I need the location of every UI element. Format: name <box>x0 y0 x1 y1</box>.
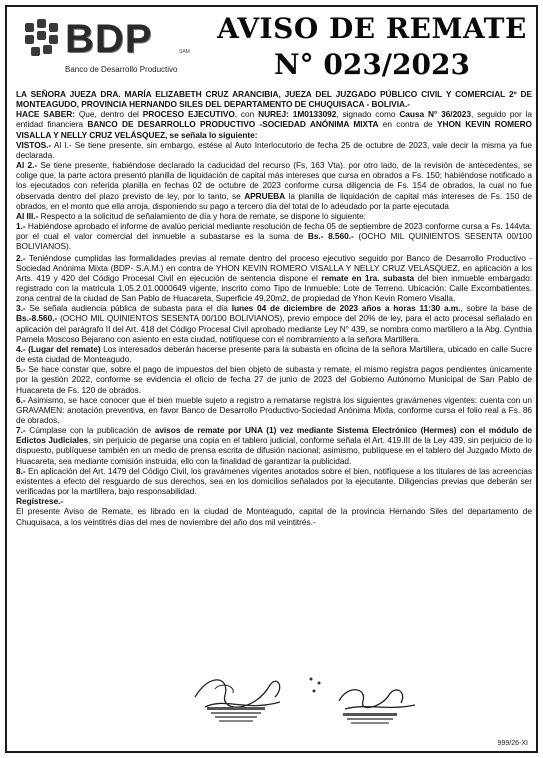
paragraph-registrese: Regístrese.- <box>16 496 64 507</box>
title-line-2: N° 023/2023 <box>274 48 470 81</box>
paragraph-3: 3.- Se señala audiencia pública de subasta para el día lunes 04 de diciembre de 2023 años a horas 11:30 a.m., sobre la base de Bs.-8.560.- (OCHO MIL QUINIENTOS SESENTA 00/100 BOLIVIANOS), previo empoce del 20% de ley, para el acto procesal señalado en aplicación del parágrafo II del Art. 418 del Código Procesal Civil aprobado mediante Ley N° 439, se nombra como martillero a la Abg. Cynthia Pamela Moscoso Bejarano con asiento en esta ciudad, notifíquese con el nombramiento a la señora Martillera. <box>16 303 532 344</box>
paragraph-2: 2.- Teniéndose cumplidas las formalidades previas al remate dentro del proceso ejecutivo seguido por Banco de Desarrollo Productivo - Sociedad Anónima Mixta (BDP- S.A.M.) en contra de YHON KEVIN ROMERO VISALLA Y NELLY CRUZ VELÁSQUEZ, en aplicación a los Arts. 419 y 420 del Código Procesal Civil en ejecución de sentencia dispone el remate en 1ra. subasta del bien inmueble embargado: registrado con la matricula 1.05.2.01.0000649 vigente, inscrito como Tipo de Inmueble: Lote de Terreno. Ubicación: Calle Excombatientes. zona central de la ciudad de San Pablo de Huacareta, Superficie 49,20m2, de propiedad de Yhon Kevin Romero Visalla. <box>16 252 533 304</box>
paragraph-al-3: Al III.- Respecto a la solicitud de señalamiento de día y hora de remate, se dispone lo siguiente: <box>16 210 366 221</box>
title-line-1: AVISO DE REMATE <box>217 12 527 45</box>
paragraph-intro: LA SEÑORA JUEZA DRA. MARÍA ELIZABETH CRUZ ARANCIBIA, JUEZA DEL JUZGADO PÚBLICO CIVIL Y COMERCIAL 2º DE MONTEAGUDO, PROVINCIA HERNANDO SILES DEL DEPARTAMENTO DE CHUQUISACA - BOLIVIA.- <box>16 89 532 110</box>
paragraph-7: 7.- Cúmplase con la publicación de avisos de remate por UNA (1) vez mediante Sistema Electrónico (Hermes) con el módulo de Edictos Judiciales, sin perjuicio de pegarse una copia en el tablero judicial, conforme señala el Art. 419.III de la Ley 439, sin perjuicio de lo dispuesto, publíquese también en un medio de prensa escrita de difusión nacional; asimismo, publíquese en el tablero del Juzgado Mixto de Huacareta, sea mediante comisión instruida, ello con la finalidad de garantizar la publicidad. <box>16 425 533 466</box>
paragraph-vistos: VISTOS.- Al I.- Se tiene presente, sin embargo, estése al Auto Interlocutorio de fecha 25 de octubre de 2023, vale decir la misma ya fue declarada. <box>16 139 532 160</box>
paragraph-5: 5.- Se hace constar que, sobre el pago de impuestos del bien objeto de subasta y remate, el mismo registra pagos pendientes únicamente por la gestión 2022, conforme se evidencia el oficio de fecha 27 de junio de 2023 del Gobierno Autónomo Municipal de San Pablo de Huacareta de Fs. 120 de obrados. <box>16 364 532 395</box>
publication-code: 999/26-XI <box>497 740 528 747</box>
paragraph-closing: El presente Aviso de Remate, es librado en la ciudad de Monteagudo, capital de la provincia Hernando Siles del departamento de Chuquisaca, a los veintitrés días del mes de noviembre del año dos mil veintitrés.- <box>16 506 532 527</box>
paragraph-4: 4.- (Lugar del remate) Los interesados deberán hacerse presente para la subasta en oficina de la señora Martillera, ubicado en calle Sucre de esta ciudad de Monteagudo. <box>16 343 532 365</box>
notice-title <box>212 11 532 83</box>
bdp-emblem-icon <box>23 15 63 63</box>
notice-page <box>5 5 538 753</box>
paragraph-1: 1.- Habiéndose aprobado el informe de avalúo pericial mediante resolución de fecha 05 de septiembre de 2023 conforme cursa a Fs. 144vta. por el cual el valor comercial del inmueble a subastarse es la suma de Bs.- 8.560.- (OCHO MIL QUINIENTOS SESENTA 00/100 BOLIVIANOS). <box>16 221 532 252</box>
secretary-signature-stamp <box>327 677 427 733</box>
notice-body <box>16 89 532 527</box>
header <box>7 7 536 89</box>
paragraph-hace-saber: HACE SABER: Que, dentro del PROCESO EJECUTIVO, con NUREJ: 1M0133092, signado como Causa N° 36/2023, seguido por la entidad financiera BANCO DE DESARROLLO PRODUCTIVO -SOCIEDAD ANÓNIMA MIXTA en contra de YHON KEVIN ROMERO VISALLA Y NELLY CRUZ VELÁSQUEZ, se señala lo siguiente: <box>16 109 533 140</box>
paragraph-8: 8.- En aplicación del Art. 1479 del Código Civil, los gravámenes vigentes anotados sobre el bien, notifíquese a los titulares de las acreencias existentes a efecto del resguardo de sus derechos, sea en los domicilios señalados por la ejecutante. Diligencias previas que deberán ser verificadas por la martillera, bajo responsabilidad. <box>16 465 532 497</box>
judge-signature-stamp <box>185 667 295 729</box>
logo-subtitle: Banco de Desarrollo Productivo <box>65 65 178 74</box>
logo-sam: SAM <box>179 49 190 55</box>
bdp-logo <box>23 15 203 79</box>
signatures-area <box>7 667 538 737</box>
logo-wordmark: BDP <box>65 17 153 61</box>
paragraph-al-2: Al 2.- Se tiene presente, habiéndose declarado la caducidad del recurso (Fs, 163 Vta). por otro lado, de la revisión de antecedentes, se colige que, la parte actora presentó planilla de liquidación de capital más intereses que cursa en obrados a Fs. 150; habiéndose notificado a los ejecutados con referida planilla en fechas 02 de octubre de 2023 conforme cursa diligencia de Fs. 154 de obrados, la cual no fue observada dentro del plazo previsto de ley, por lo tanto, se APRUEBA la planilla de liquidación de capital más intereses de Fs. 150 de obrados, en el monto que ella arroja, disponiendo su pago a tercero día del total de lo adeudado por la parte ejecutada <box>16 160 532 211</box>
paragraph-6: 6.- Asimismo, se hace conocer que el bien mueble sujeto a registro a rematarse registra los siguientes gravámenes vigentes: cuenta con un GRAVAMEN: anotación preventiva, en favor Banco de Desarrollo Productivo-Sociedad Anónima Mixta, conforme cursa el folio real a Fs. 86 de obrados. <box>16 394 532 425</box>
